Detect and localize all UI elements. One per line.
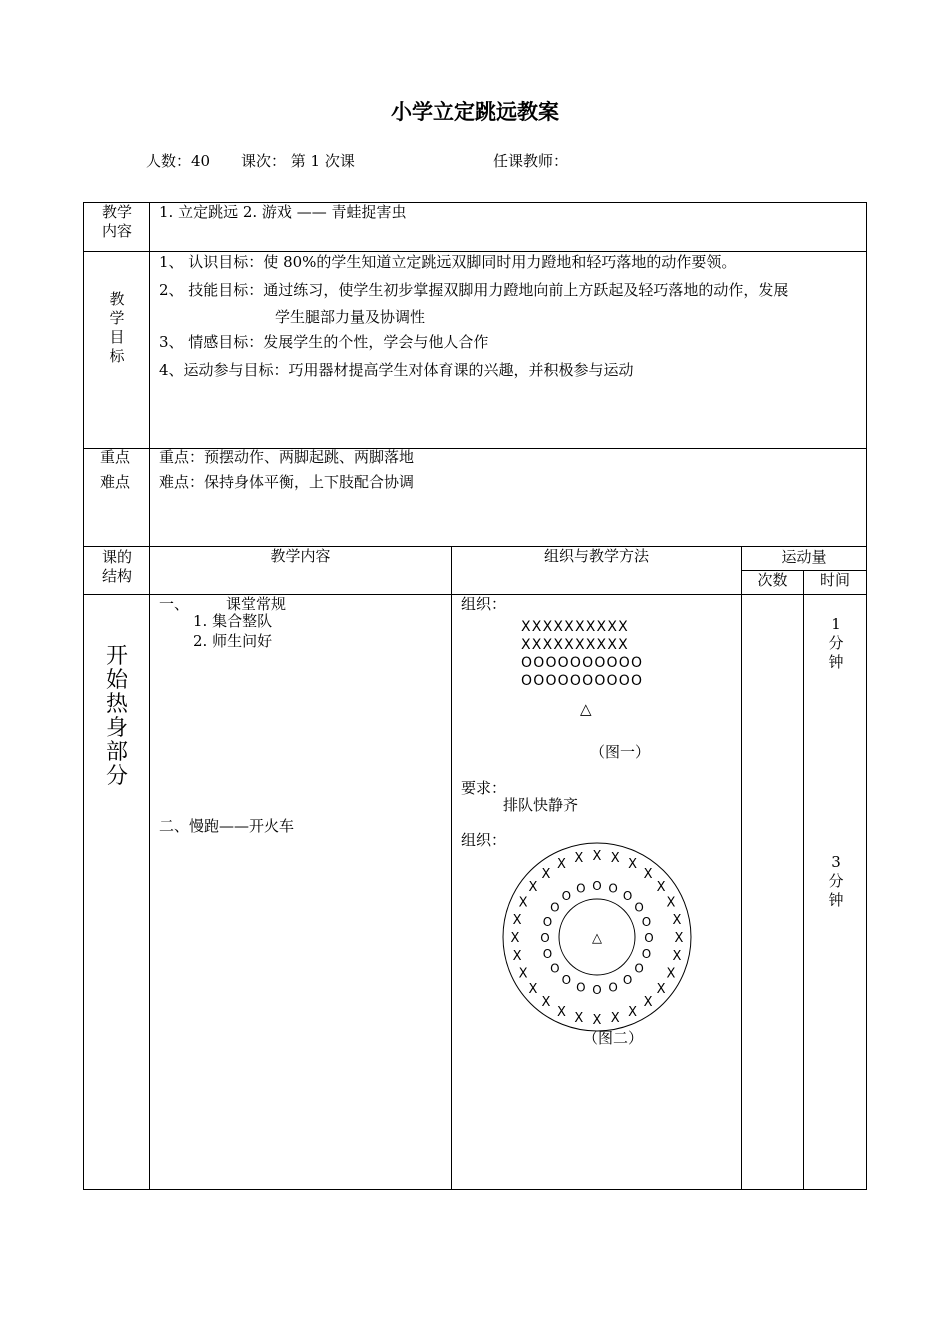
time-part2 — [826, 853, 846, 910]
goal-participation: 4、运动参与目标：巧用器材提高学生对体育课的兴趣，并积极参与运动 — [159, 361, 634, 379]
goal-skill: 2、 技能目标：通过练习，使学生初步掌握双脚用力蹬地向前上方跃起及轻巧落地的动作，发展 — [159, 281, 789, 299]
student-x-mark: X — [541, 866, 551, 882]
student-x-mark: X — [656, 879, 666, 895]
part1-item-greet: 2. 师生问好 — [193, 632, 273, 650]
formation-row-x-1: XXXXXXXXXX — [521, 619, 629, 635]
student-o-mark: O — [576, 980, 586, 995]
student-x-mark: X — [674, 931, 684, 946]
student-x-mark: X — [512, 912, 522, 928]
organization-header: 组织与教学方法 — [543, 547, 649, 565]
org2-label: 组织： — [461, 831, 507, 849]
student-o-mark: O — [550, 900, 560, 915]
student-o-mark: O — [634, 961, 644, 976]
teaching-content-header: 教学内容 — [270, 547, 331, 565]
part2-heading: 二、慢跑——开火车 — [159, 817, 295, 835]
time-part1-text: 1分钟 — [828, 615, 844, 671]
student-x-mark: X — [541, 995, 551, 1011]
goal-skill-cont: 学生腿部力量及协调性 — [275, 308, 426, 326]
figure1-caption: （图一） — [590, 743, 651, 761]
student-x-mark: X — [643, 866, 653, 882]
formation-row-o-2: OOOOOOOOOO — [521, 673, 644, 689]
student-o-mark: O — [644, 931, 654, 945]
student-x-mark: X — [574, 1010, 584, 1026]
student-x-mark: X — [574, 851, 584, 867]
section-name: 开 始 热 身 部 分 — [105, 644, 128, 789]
student-x-mark: X — [628, 857, 638, 873]
part1-heading: 课堂常规 — [226, 595, 287, 613]
student-o-mark: O — [561, 888, 572, 903]
student-x-mark: X — [510, 931, 520, 946]
requirement-label: 要求： — [461, 779, 507, 797]
student-x-mark: X — [666, 895, 676, 911]
student-x-mark: X — [628, 1004, 638, 1020]
goal-cognitive: 1、 认识目标：使 80%的学生知道立定跳远双脚同时用力蹬地和轻巧落地的动作要领。 — [159, 253, 737, 271]
student-x-mark: X — [592, 849, 602, 864]
goals-label: 教 学 目 标 — [109, 290, 125, 365]
formation-row-o-1: OOOOOOOOOO — [521, 655, 644, 671]
requirement-text: 排队快静齐 — [503, 796, 579, 814]
content-text: 1. 立定跳远 2. 游戏 —— 青蛙捉害虫 — [159, 203, 407, 221]
goal-emotion: 3、 情感目标：发展学生的个性，学会与他人合作 — [159, 333, 489, 351]
content-label: 教学 内容 — [101, 203, 132, 240]
student-x-mark: X — [666, 966, 676, 982]
structure-header: 课的 结构 — [101, 548, 132, 585]
times-header: 次数 — [757, 571, 788, 589]
student-o-mark: O — [540, 931, 550, 945]
difficulty-label: 难点 — [100, 473, 131, 491]
student-x-mark: X — [610, 1010, 620, 1026]
student-o-mark: O — [622, 888, 633, 903]
student-o-mark: O — [550, 961, 560, 976]
student-x-mark: X — [518, 895, 528, 911]
student-o-mark: O — [641, 947, 652, 962]
time-part2-text: 3分钟 — [828, 853, 844, 909]
time-part1 — [826, 615, 846, 672]
student-x-mark: X — [528, 982, 538, 998]
student-o-mark: O — [561, 973, 572, 988]
student-x-mark: X — [556, 1004, 566, 1020]
center-triangle-icon: △ — [592, 931, 602, 946]
student-o-mark: O — [592, 983, 602, 997]
student-o-mark: O — [542, 947, 553, 962]
student-x-mark: X — [592, 1013, 602, 1028]
student-x-mark: X — [512, 949, 522, 965]
figure2-caption: （图二） — [583, 1029, 644, 1047]
key-label: 重点 — [100, 448, 131, 466]
student-o-mark: O — [641, 914, 652, 929]
student-o-mark: O — [622, 973, 633, 988]
circle-formation-diagram — [452, 840, 741, 1040]
student-o-mark: O — [634, 900, 644, 915]
students-count: 人数：40 — [146, 152, 211, 170]
student-o-mark: O — [592, 879, 602, 893]
student-x-mark: X — [518, 966, 528, 982]
lesson-number: 课次： 第 1 次课 — [241, 152, 355, 170]
page-title: 小学立定跳远教案 — [391, 100, 559, 124]
key-text: 重点：预摆动作、两脚起跳、两脚落地 — [159, 448, 415, 466]
student-o-mark: O — [542, 914, 553, 929]
student-o-mark: O — [608, 881, 618, 896]
student-x-mark: X — [556, 857, 566, 873]
student-o-mark: O — [608, 980, 618, 995]
student-x-mark: X — [672, 949, 682, 965]
formation-row-x-2: XXXXXXXXXX — [521, 637, 629, 653]
difficulty-text: 难点：保持身体平衡，上下肢配合协调 — [159, 473, 415, 491]
student-x-mark: X — [643, 995, 653, 1011]
part1-heading-num: 一、 — [159, 595, 190, 613]
part1-item-assemble: 1. 集合整队 — [193, 612, 273, 630]
student-x-mark: X — [672, 912, 682, 928]
student-x-mark: X — [656, 982, 666, 998]
student-o-mark: O — [576, 881, 586, 896]
teacher-field: 任课教师： — [493, 152, 569, 170]
org1-label: 组织： — [461, 595, 507, 613]
load-header: 运动量 — [781, 548, 827, 566]
teacher-triangle-icon: △ — [580, 700, 592, 718]
student-x-mark: X — [610, 851, 620, 867]
duration-header: 时间 — [819, 571, 850, 589]
student-x-mark: X — [528, 879, 538, 895]
